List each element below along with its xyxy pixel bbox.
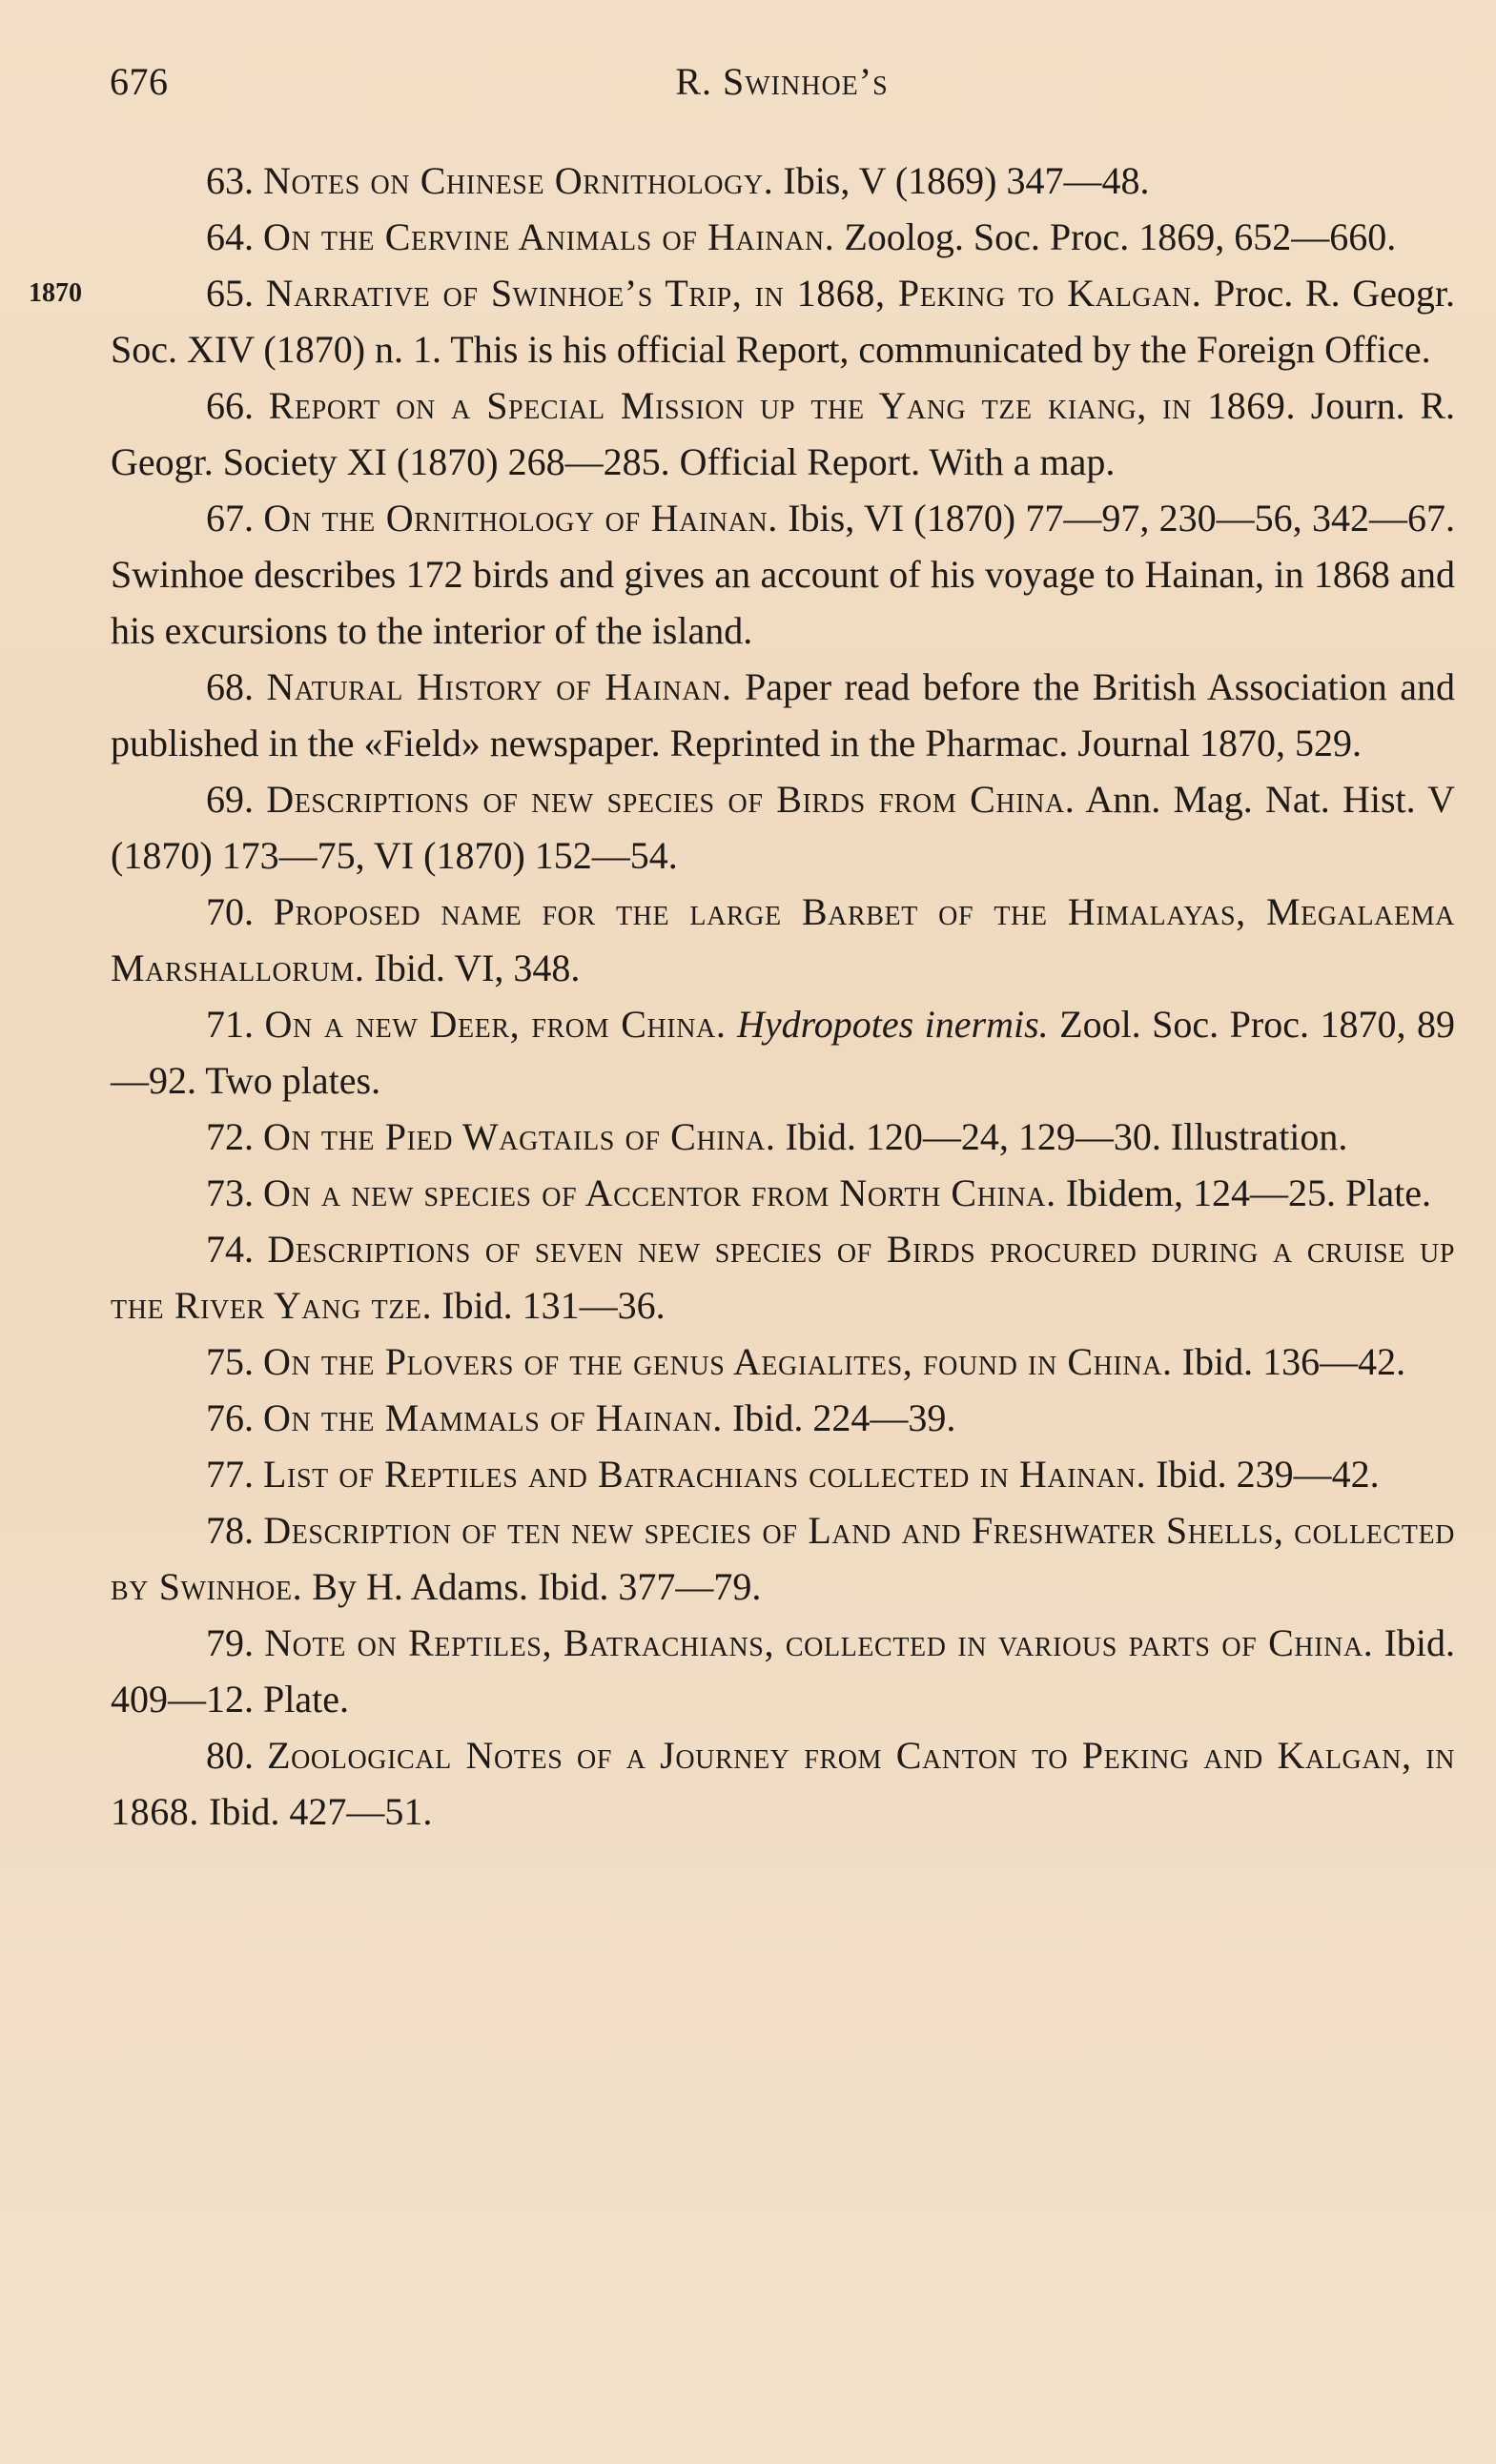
entry-number: 64. — [206, 215, 263, 258]
margin-year: 1870 — [29, 278, 82, 308]
entry-citation: Paper read before the British Association and published in the «Field» newspaper. Reprinted in the Pharmac. Journal 1870, 529. — [111, 665, 1455, 764]
entry-title: Note on Reptiles, Batrachians, collected in various parts of China. — [264, 1621, 1374, 1664]
bibliography-entry — [111, 1334, 1455, 1390]
entry-title: On the Mammals of Hainan. — [263, 1396, 723, 1439]
entry-citation: Proc. R. Geogr. Soc. XIV (1870) n. 1. This is his official Report, communicated by the Foreign Office. — [111, 272, 1455, 371]
entry-number: 80. — [206, 1734, 268, 1777]
running-head: R. Swinhoe’s — [675, 60, 889, 103]
entry-title: List of Reptiles and Batrachians collected in Hainan. — [263, 1453, 1147, 1496]
entry-citation: Ibidem, 124—25. Plate. — [1055, 1171, 1431, 1214]
bibliography-entry — [111, 1221, 1455, 1334]
bibliography-entry — [111, 1165, 1455, 1221]
entry-title: Descriptions of new species of Birds from China. — [266, 778, 1076, 821]
entry-citation: Ibis, VI (1870) 77—97, 230—56, 342—67. Swinhoe describes 172 birds and gives an account of his voyage to Hainan, in 1868 and his excursions to the interior of the island. — [111, 497, 1456, 652]
entry-title: Descriptions of seven new species of Birds procured during a cruise up the River Yang tze. — [111, 1228, 1456, 1327]
entry-number: 68. — [206, 665, 267, 708]
bibliography-entry — [111, 490, 1455, 659]
entry-number: 75. — [206, 1340, 263, 1383]
entry-citation: Ibid. 120—24, 129—30. Illustration. — [775, 1115, 1348, 1158]
entry-number: 66. — [206, 384, 269, 427]
entry-number: 76. — [206, 1396, 263, 1439]
entry-number: 71. — [206, 1003, 265, 1046]
entry-number: 65. — [206, 272, 266, 315]
entry-species-name: Hydropotes inermis. — [726, 1003, 1049, 1046]
bibliography-entry — [111, 659, 1455, 771]
entry-number: 74. — [206, 1228, 268, 1271]
bibliography-entry — [111, 1446, 1455, 1502]
bibliography-entry — [111, 1502, 1455, 1615]
entry-title: Description of ten new species of Land and Freshwater Shells, collected by Swinhoe. — [111, 1509, 1456, 1608]
entry-title: Zoological Notes of a Journey from Canton to Peking and Kalgan, in 1868. — [111, 1734, 1456, 1833]
entry-title: On the Pied Wagtails of China. — [263, 1115, 776, 1158]
entry-citation: Ibid. 224—39. — [722, 1396, 956, 1439]
entry-citation: By H. Adams. Ibid. 377—79. — [302, 1565, 762, 1608]
entry-citation: Ibid. 136—42. — [1172, 1340, 1406, 1383]
entry-title: On a new species of Accentor from North China. — [263, 1171, 1056, 1214]
entry-citation: Zoolog. Soc. Proc. 1869, 652—660. — [834, 215, 1397, 258]
entry-title: Natural History of Hainan. — [266, 665, 732, 708]
entry-number: 63. — [206, 159, 263, 202]
bibliography-entry — [111, 996, 1455, 1109]
entry-number: 72. — [206, 1115, 263, 1158]
entry-citation: Ibid. VI, 348. — [364, 947, 581, 989]
page-number: 676 — [110, 60, 169, 103]
entry-citation: Ibid. 409—12. Plate. — [111, 1621, 1456, 1721]
bibliography-entry — [111, 1390, 1455, 1446]
entry-citation: Journ. R. Geogr. Society XI (1870) 268—285. Official Report. With a map. — [111, 384, 1456, 483]
bibliography-entry — [111, 209, 1455, 265]
bibliography-entry — [111, 1109, 1455, 1165]
entry-title: On the Plovers of the genus Aegialites, found in China. — [263, 1340, 1173, 1383]
bibliography-entry — [111, 884, 1455, 996]
bibliography-entry — [111, 1615, 1455, 1727]
entry-citation: Ibid. 131—36. — [432, 1284, 666, 1327]
entry-citation: Zool. Soc. Proc. 1870, 89—92. Two plates. — [111, 1003, 1456, 1102]
entry-number: 78. — [206, 1509, 264, 1552]
entry-citation: Ibid. 427—51. — [199, 1790, 433, 1833]
entry-title: Proposed name for the large Barbet of the Himalayas, Megalaema Marshallorum. — [111, 890, 1456, 989]
entry-title: On a new Deer, from China. — [264, 1003, 727, 1046]
entry-number: 77. — [206, 1453, 263, 1496]
entry-number: 73. — [206, 1171, 263, 1214]
bibliography-entry — [111, 153, 1455, 209]
entry-title: Narrative of Swinhoe’s Trip, in 1868, Peking to Kalgan. — [265, 272, 1202, 315]
entry-number: 79. — [206, 1621, 265, 1664]
bibliography-entry — [111, 377, 1455, 490]
bibliography-entry — [111, 1727, 1455, 1840]
entry-citation: Ann. Mag. Nat. Hist. V (1870) 173—75, VI (1870) 152—54. — [111, 778, 1455, 877]
entry-number: 69. — [206, 778, 267, 821]
entry-title: Report on a Special Mission up the Yang tze kiang, in 1869. — [268, 384, 1297, 427]
bibliography-entry — [29, 265, 1455, 377]
entry-title: On the Cervine Animals of Hainan. — [263, 215, 835, 258]
entry-citation: Ibid. 239—42. — [1146, 1453, 1380, 1496]
bibliography-list — [29, 153, 1456, 1840]
page-header — [110, 59, 1454, 116]
entry-title: On the Ornithology of Hainan. — [263, 497, 778, 540]
entry-number: 70. — [206, 890, 274, 933]
entry-number: 67. — [206, 497, 264, 540]
entry-title: Notes on Chinese Ornithology. — [263, 159, 774, 202]
entry-citation: Ibis, V (1869) 347—48. — [773, 159, 1150, 202]
bibliography-entry — [111, 771, 1455, 884]
